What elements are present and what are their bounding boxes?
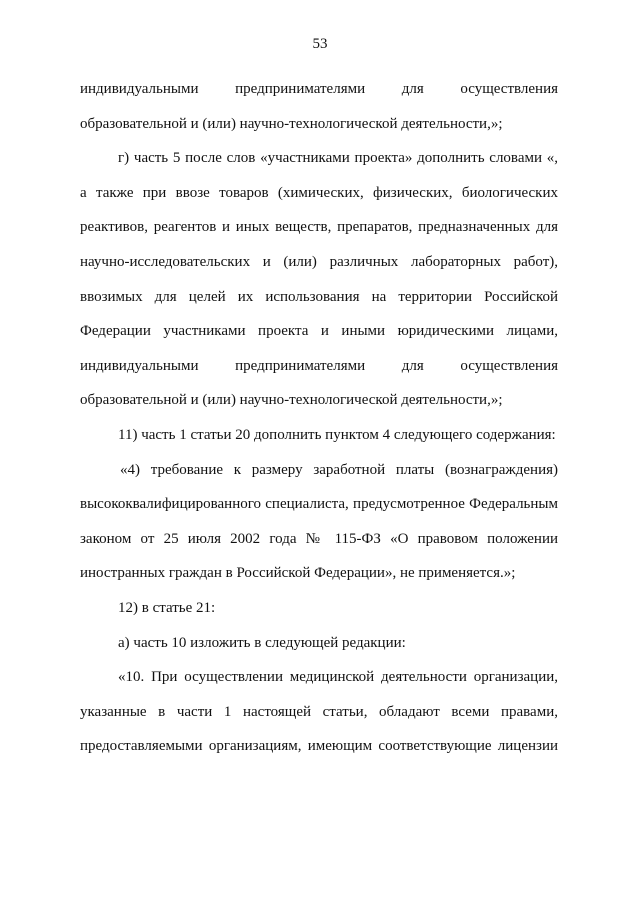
paragraph-quote-10: «10. При осуществлении медицинской деятельности организации, указанные в части 1 настоящей статьи, обладают всеми правами, предоставляемыми организациям, имеющим соответствующие лицензии	[80, 669, 558, 755]
paragraph-item-g: г) часть 5 после слов «участниками проекта» дополнить словами «, а также при ввозе товаров (химических, физических, биологических реактивов, реагентов и иных веществ, препаратов, предназначенных для научно-исследовательских и (или) различных лабораторных работ), ввозимых для целей их использования на территории Российской Федерации участниками проекта и иными юридическими лицами, индивидуальными предпринимателями для осуществления образовательной и (или) научно-технологической деятельности,»;	[80, 150, 558, 409]
paragraph-continuation: индивидуальными предпринимателями для осуществления образовательной и (или) научно-технологической деятельности,»;	[80, 81, 558, 132]
page-number: 53	[312, 36, 328, 52]
paragraph-item-12: 12) в статье 21:	[118, 599, 216, 616]
document-body	[80, 72, 558, 764]
paragraph-item-a: а) часть 10 изложить в следующей редакции:	[118, 634, 406, 651]
paragraph-quote-4: «4) требование к размеру заработной платы (вознаграждения) высококвалифицированного специалиста, предусмотренное Федеральным законом от 25 июля 2002 года № 115-ФЗ «О правовом положении иностранных граждан в Российской Федерации», не применяется.»;	[80, 461, 558, 582]
paragraph-item-11: 11) часть 1 статьи 20 дополнить пунктом 4 следующего содержания:	[118, 426, 556, 443]
